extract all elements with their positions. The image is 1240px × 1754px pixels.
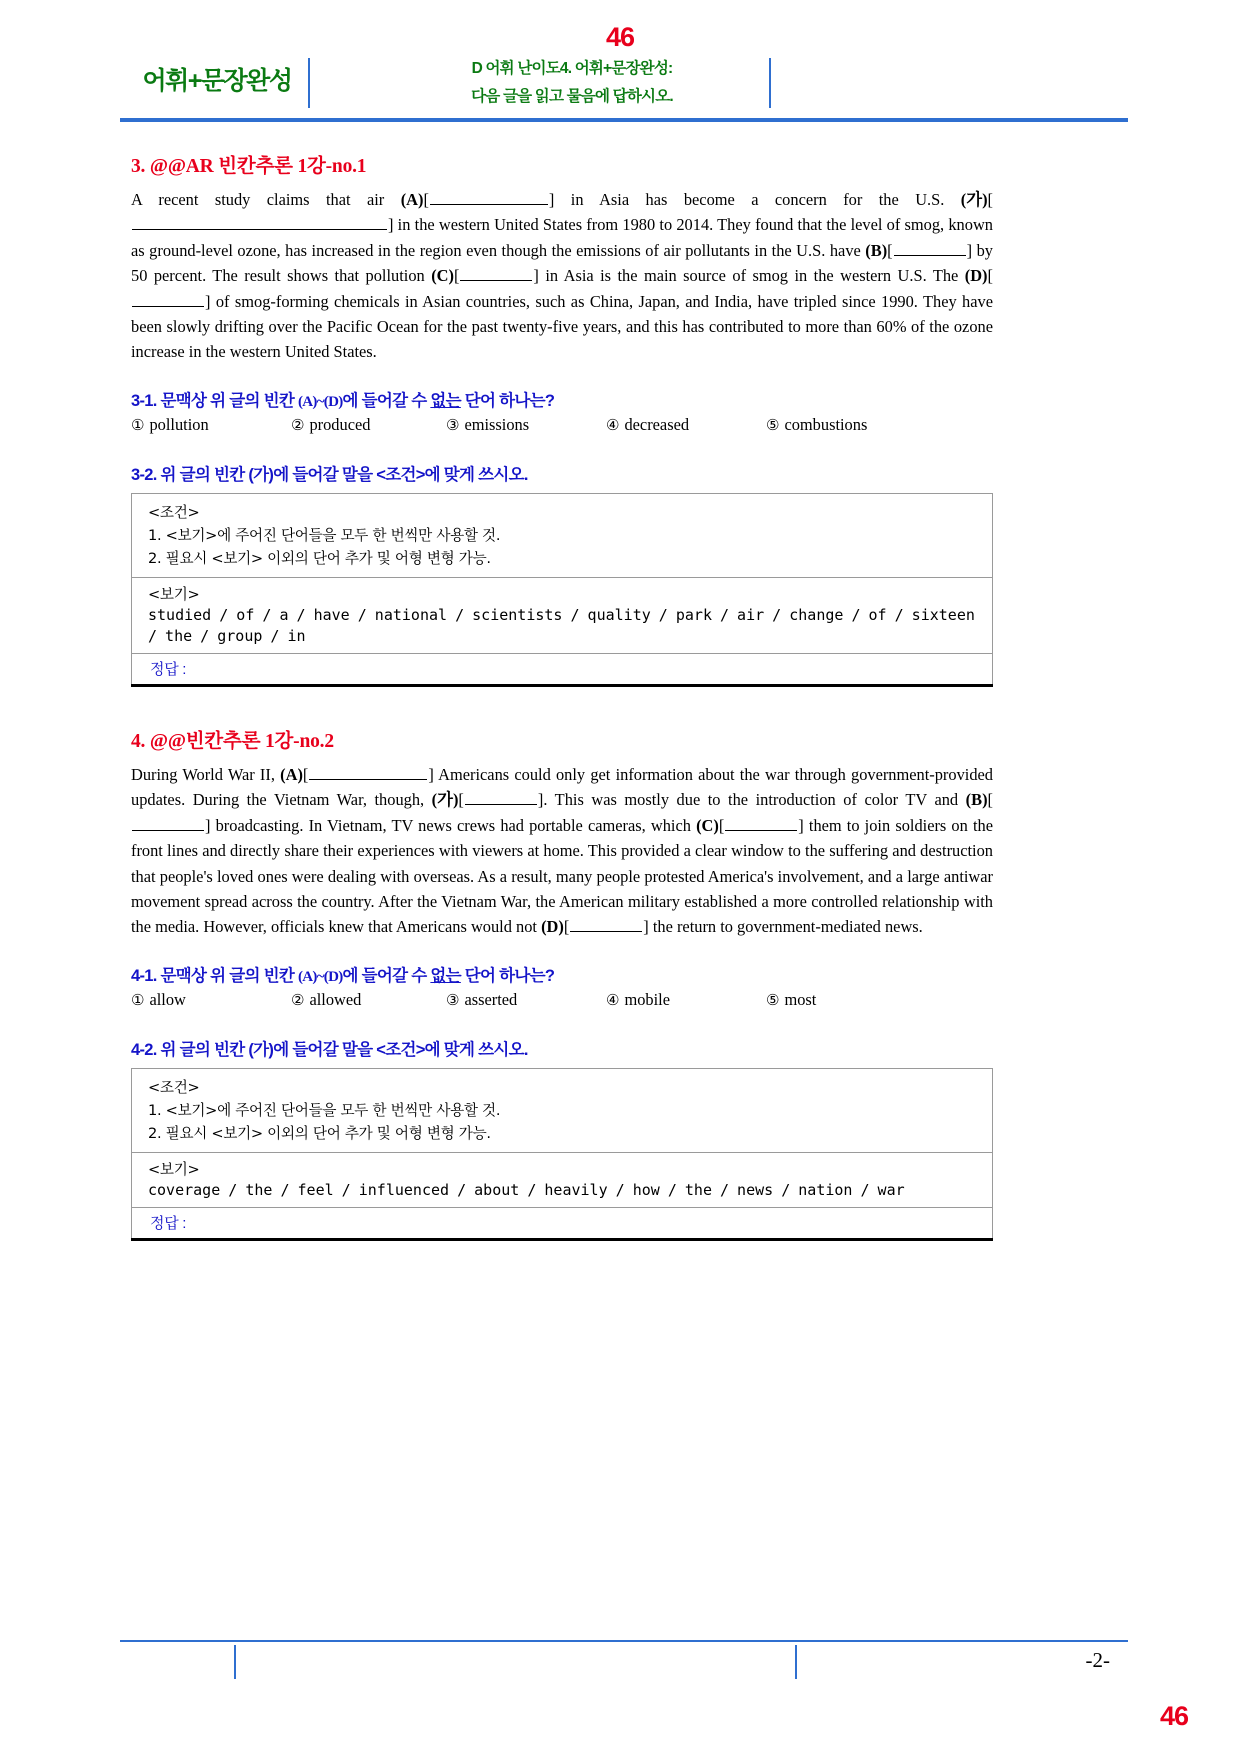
passage-marker: (D) <box>964 266 988 286</box>
footer-page-marker: -2- <box>1085 1648 1110 1672</box>
condition-box <box>131 493 993 684</box>
choice-number: ⑤ <box>766 990 780 1009</box>
choice-number: ③ <box>446 990 460 1009</box>
passage-marker: (A) <box>280 765 303 784</box>
section-end-rule <box>131 684 993 687</box>
passage-marker: (가) <box>960 190 988 209</box>
answer-blank[interactable] <box>465 790 537 805</box>
choice-label: combustions <box>784 414 868 434</box>
answer-blank[interactable] <box>132 215 387 230</box>
choice-number: ② <box>291 415 305 434</box>
choice-label: allow <box>149 989 186 1009</box>
word-bank <box>132 1153 992 1208</box>
choice-label: allowed <box>309 989 362 1009</box>
page-number-bottom: 46 <box>1159 1701 1188 1731</box>
choice-option[interactable] <box>131 990 291 1010</box>
word-bank-title: <보기> <box>148 585 200 603</box>
choice-option[interactable] <box>446 990 606 1010</box>
choice-number: ④ <box>606 415 620 434</box>
choice-option[interactable] <box>291 415 446 435</box>
footer-rule <box>120 1640 1128 1642</box>
header-divider-left <box>308 58 310 108</box>
choice-option[interactable] <box>291 990 446 1010</box>
word-bank <box>132 578 992 654</box>
passage-marker: (C) <box>696 815 719 835</box>
answer-blank[interactable] <box>725 816 797 831</box>
page-number-top: 46 <box>605 22 635 52</box>
choice-option[interactable] <box>446 415 606 435</box>
answer-blank[interactable] <box>132 292 204 307</box>
answer-blank[interactable] <box>460 266 532 281</box>
passage-marker: (D) <box>541 917 564 937</box>
choice-number: ① <box>131 415 145 434</box>
choice-label: mobile <box>624 989 670 1009</box>
blank-range-label: (A)~(D) <box>297 968 343 985</box>
section-end-rule <box>131 1238 993 1241</box>
condition-title: <조건> <box>148 503 200 521</box>
page-header <box>132 55 1232 113</box>
condition-item: 1. <보기>에 주어진 단어들을 모두 한 번씩만 사용할 것. <box>148 1101 501 1119</box>
choice-list <box>131 990 993 1010</box>
choice-option[interactable] <box>131 415 291 435</box>
choice-label: produced <box>309 414 371 434</box>
subject-label: 어휘+문장완성 <box>142 67 292 95</box>
passage-marker: (가) <box>431 790 459 810</box>
passage-marker: (A) <box>400 190 424 209</box>
choice-option[interactable] <box>766 415 867 435</box>
choice-number: ② <box>291 990 305 1009</box>
footer-divider-left <box>234 1645 236 1679</box>
choice-label: decreased <box>624 414 690 434</box>
choice-option[interactable] <box>606 415 766 435</box>
sub-question-heading-1: 3-1. 문맥상 위 글의 빈칸 (A)~(D)에 들어갈 수 없는 단어 하나는? <box>131 391 555 410</box>
footer-divider-right <box>795 1645 797 1679</box>
answer-label[interactable]: 정답 : <box>150 660 187 678</box>
condition-list <box>132 1069 992 1153</box>
choice-list <box>131 415 993 435</box>
header-rule <box>120 118 1128 122</box>
choice-label: most <box>784 989 817 1009</box>
passage-text: A recent study claims that air (A)[ ] in Asia has become a concern for the U.S. (가)[] in the western United States from 1980 to 2014. They found that the level of smog, known as ground-level ozone, has increased in the region even though the emissions of air pollutants in the U.S. have (B)[ ] by 50 percent. The result shows that pollution (C)[ ] in Asia is the main source of smog in the western U.S. The (D)[] of smog-forming chemicals in Asian countries, such as China, Japan, and India, have tripled since 1990. They have been slowly drifting over the Pacific Ocean for the past twenty-five years, and this has contributed to more than 60% of the ozone increase in the western United States. <box>131 190 993 362</box>
word-bank-title: <보기> <box>148 1160 200 1178</box>
sub-question-heading-1: 4-1. 문맥상 위 글의 빈칸 (A)~(D)에 들어갈 수 없는 단어 하나는? <box>131 966 555 985</box>
answer-blank[interactable] <box>430 190 548 205</box>
condition-list <box>132 494 992 578</box>
question-title: 4. @@빈칸추론 1강-no.2 <box>131 731 334 752</box>
instruction-line-2: 다음 글을 읽고 물음에 답하시오. <box>471 88 673 105</box>
choice-number: ① <box>131 990 145 1009</box>
passage-marker: (B) <box>865 240 888 260</box>
blank-range-label: (A)~(D) <box>297 393 343 410</box>
header-instruction <box>382 55 762 111</box>
condition-box <box>131 1068 993 1238</box>
choice-option[interactable] <box>606 990 766 1010</box>
sub-question-heading-2: 3-2. 위 글의 빈칸 (가)에 들어갈 말을 <조건>에 맞게 쓰시오. <box>131 465 528 484</box>
condition-title: <조건> <box>148 1078 200 1096</box>
passage-text: During World War II, (A)[ ] Americans could only get information about the war through government-provided updates. During the Vietnam War, though, (가)[ ]. This was mostly due to the introduction of color TV and (B)[] broadcasting. In Vietnam, TV news crews had portable cameras, which (C)[ ] them to join soldiers on the front lines and directly share their experiences with viewers at home. This provided a clear window to the suffering and destruction that people's loved ones were dealing with overseas. As a result, many people protested America's involvement, and a large antiwar movement spread across the country. After the Vietnam War, the American military established a more controlled relationship with the media. However, officials knew that Americans would not (D)[ ] the return to government-mediated news. <box>131 765 994 937</box>
question-title: 3. @@AR 빈칸추론 1강-no.1 <box>131 156 367 177</box>
choice-label: emissions <box>464 414 530 434</box>
choice-option[interactable] <box>766 990 816 1010</box>
answer-blank[interactable] <box>309 765 427 780</box>
answer-blank[interactable] <box>570 917 642 932</box>
sub-question-heading-2: 4-2. 위 글의 빈칸 (가)에 들어갈 말을 <조건>에 맞게 쓰시오. <box>131 1040 528 1059</box>
word-bank-words: studied / of / a / have / national / scientists / quality / park / air / change / of / sixteen / the / group / in <box>148 605 975 645</box>
header-divider-right <box>769 58 771 108</box>
negation-underline: 없는 <box>430 966 461 985</box>
choice-number: ⑤ <box>766 415 780 434</box>
condition-item: 1. <보기>에 주어진 단어들을 모두 한 번씩만 사용할 것. <box>148 526 501 544</box>
answer-label[interactable]: 정답 : <box>150 1214 187 1232</box>
word-bank-words: coverage / the / feel / influenced / about / heavily / how / the / news / nation / war <box>148 1180 905 1199</box>
condition-item: 2. 필요시 <보기> 이외의 단어 추가 및 어형 변형 가능. <box>148 549 491 567</box>
question-section-4 <box>131 725 993 1241</box>
instruction-line-1: D 어휘 난이도4. 어휘+문장완성: <box>471 60 673 77</box>
condition-item: 2. 필요시 <보기> 이외의 단어 추가 및 어형 변형 가능. <box>148 1124 491 1142</box>
question-section-3 <box>131 150 993 687</box>
passage-marker: (B) <box>965 790 988 810</box>
choice-number: ③ <box>446 415 460 434</box>
answer-blank[interactable] <box>894 241 966 256</box>
choice-number: ④ <box>606 990 620 1009</box>
choice-label: asserted <box>464 989 518 1009</box>
choice-label: pollution <box>149 414 209 434</box>
passage-marker: (C) <box>431 266 454 286</box>
answer-blank[interactable] <box>132 816 204 831</box>
negation-underline: 없는 <box>430 391 461 410</box>
